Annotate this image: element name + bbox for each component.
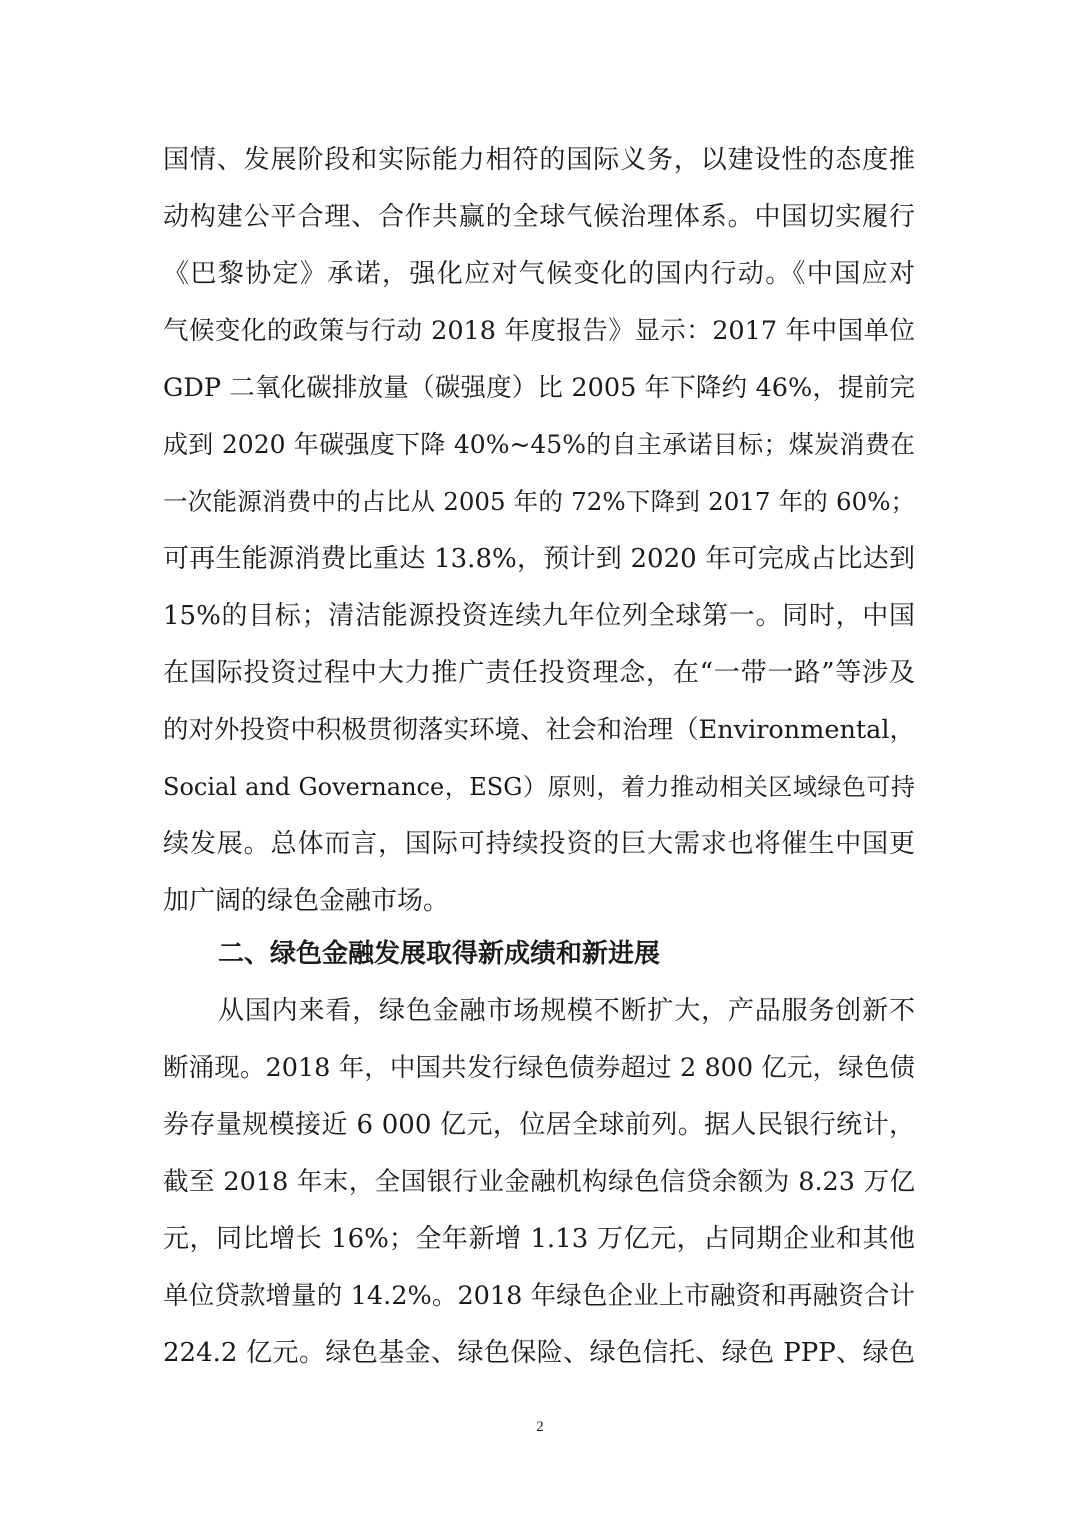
text-line: 15%的目标；清洁能源投资连续九年位列全球第一。同时，中国 <box>163 601 915 631</box>
text-line: 《巴黎协定》承诺，强化应对气候变化的国内行动。《中国应对 <box>163 259 915 289</box>
text-line: 元，同比增长 16%；全年新增 1.13 万亿元，占同期企业和其他 <box>163 1224 915 1254</box>
text-line: 的对外投资中积极贯彻落实环境、社会和治理（Environmental， <box>163 715 915 745</box>
section-heading: 二、绿色金融发展取得新成绩和新进展 <box>218 939 661 969</box>
text-line: 动构建公平合理、合作共赢的全球气候治理体系。中国切实履行 <box>163 202 915 232</box>
text-line: 成到 2020 年碳强度下降 40%~45%的自主承诺目标；煤炭消费在 <box>163 430 915 459</box>
text-line: 单位贷款增量的 14.2%。2018 年绿色企业上市融资和再融资合计 <box>163 1281 915 1311</box>
text-line: 从国内来看，绿色金融市场规模不断扩大，产品服务创新不 <box>218 996 915 1026</box>
text-line: GDP 二氧化碳排放量（碳强度）比 2005 年下降约 46%，提前完 <box>163 373 915 403</box>
text-line: Social and Governance，ESG）原则，着力推动相关区域绿色可持 <box>163 773 915 801</box>
text-line: 可再生能源消费比重达 13.8%，预计到 2020 年可完成占比达到 <box>163 544 915 574</box>
text-line: 气候变化的政策与行动 2018 年度报告》显示：2017 年中国单位 <box>163 316 915 346</box>
text-line: 224.2 亿元。绿色基金、绿色保险、绿色信托、绿色 PPP、绿色 <box>163 1338 915 1368</box>
text-line: 国情、发展阶段和实际能力相符的国际义务，以建设性的态度推 <box>163 145 915 175</box>
text-line: 券存量规模接近 6 000 亿元，位居全球前列。据人民银行统计， <box>163 1110 915 1140</box>
text-line: 加广阔的绿色金融市场。 <box>163 886 450 916</box>
text-line: 续发展。总体而言，国际可持续投资的巨大需求也将催生中国更 <box>163 829 915 859</box>
page-number: 2 <box>536 1419 544 1435</box>
text-line: 在国际投资过程中大力推广责任投资理念，在“一带一路”等涉及 <box>163 658 915 688</box>
text-line: 一次能源消费中的占比从 2005 年的 72%下降到 2017 年的 60%； <box>163 487 915 516</box>
text-line: 截至 2018 年末，全国银行业金融机构绿色信贷余额为 8.23 万亿 <box>163 1167 915 1197</box>
text-line: 断涌现。2018 年，中国共发行绿色债券超过 2 800 亿元，绿色债 <box>163 1053 915 1083</box>
